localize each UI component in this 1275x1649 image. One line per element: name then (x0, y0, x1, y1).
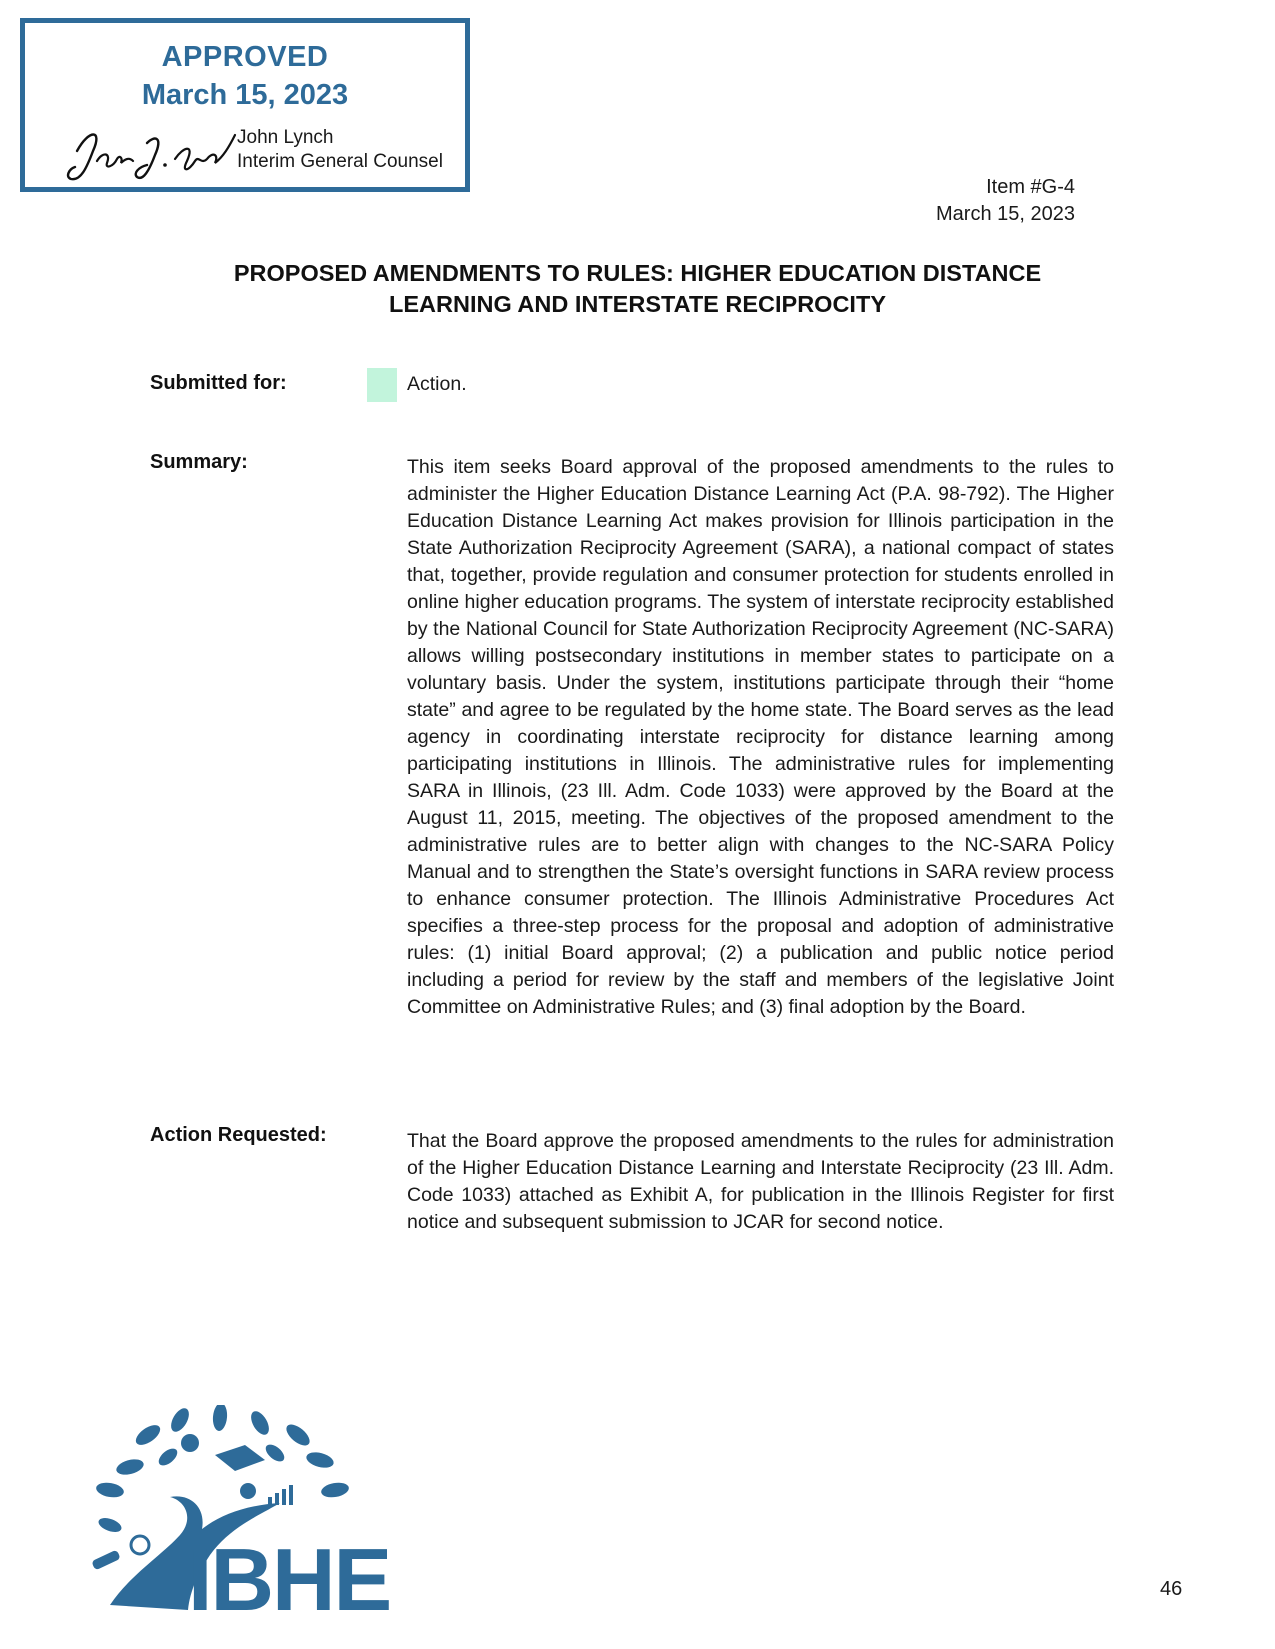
leaf (156, 1445, 181, 1468)
leaf (95, 1481, 125, 1500)
leaf (167, 1405, 192, 1435)
leaf (115, 1457, 146, 1478)
page-number: 46 (1160, 1578, 1183, 1600)
highlight-swatch (367, 368, 397, 402)
bar-icon (275, 1493, 279, 1505)
leaf (263, 1441, 288, 1464)
flower-icon (240, 1483, 256, 1499)
diploma-icon (91, 1550, 121, 1571)
leaf (320, 1481, 350, 1500)
approval-stamp (20, 18, 470, 192)
leaf (133, 1421, 164, 1449)
signer-title: Interim General Counsel (237, 151, 443, 172)
submitted-for-value: Action. (407, 373, 467, 395)
globe-icon (181, 1434, 199, 1452)
leaf (305, 1450, 336, 1471)
signature-icon (63, 121, 243, 187)
submitted-for-label: Submitted for: (150, 372, 287, 394)
graduation-cap-icon (215, 1445, 265, 1471)
page-title-line-2: LEARNING AND INTERSTATE RECIPROCITY (389, 291, 886, 317)
bar-icon (268, 1497, 272, 1505)
stamp-status: APPROVED (161, 41, 329, 73)
bar-icon (289, 1485, 293, 1505)
logo-text: IBHE (188, 1530, 391, 1620)
award-icon (131, 1536, 149, 1554)
action-requested-text: That the Board approve the proposed amendments to the rules for administration of the Higher Education Distance Learning and Interstate Reciprocity (23 Ill. Adm. Code 1033) attached as Exhibit A, for publication in the Illinois Register for first notice and subsequent submission to JCAR for second notice. (407, 1130, 1114, 1233)
action-requested-label: Action Requested: (150, 1124, 327, 1146)
summary-text: This item seeks Board approval of the proposed amendments to the rules to administer the Higher Education Distance Learning Act (P.A. 98-792). The Higher Education Distance Learning Act makes provision for Illinois participation in the State Authorization Reciprocity Agreement (SARA), a national compact of states that, together, provide regulation and consumer protection for students enrolled in online higher education programs. The system of interstate reciprocity established by the National Council for State Authorization Reciprocity Agreement (NC-SARA) allows willing postsecondary institutions in member states to participate on a voluntary basis. Under the system, institutions participate through their “home state” and agree to be regulated by the home state. The Board serves as the lead agency in coordinating interstate reciprocity for distance learning among participating institutions in Illinois. The administrative rules for implementing SARA in Illinois, (23 Ill. Adm. Code 1033) were approved by the Board at the August 11, 2015, meeting. The objectives of the proposed amendment to the administrative rules are to better align with changes to the NC-SARA Policy Manual and to strengthen the State’s oversight functions in SARA review process to enhance consumer protection. The Illinois Administrative Procedures Act specifies a three-step process for the proposal and adoption of administrative rules: (1) initial Board approval; (2) a publication and public notice period including a period for review by the staff and members of the legislative Joint Committee on Administrative Rules; and (3) final adoption by the Board. (407, 456, 1114, 1018)
summary-label: Summary: (150, 451, 248, 473)
page-title-line-1: PROPOSED AMENDMENTS TO RULES: HIGHER EDUCATION DISTANCE (233, 260, 1042, 286)
item-date: March 15, 2023 (936, 203, 1075, 225)
bar-icon (282, 1489, 286, 1505)
item-number: Item #G-4 (986, 176, 1075, 198)
leaf (97, 1515, 124, 1534)
leaf (283, 1421, 313, 1450)
leaf (212, 1405, 228, 1432)
leaf (247, 1408, 272, 1438)
signer-name: John Lynch (237, 127, 334, 148)
ibhe-logo (70, 1405, 430, 1620)
stamp-date: March 15, 2023 (141, 79, 349, 111)
